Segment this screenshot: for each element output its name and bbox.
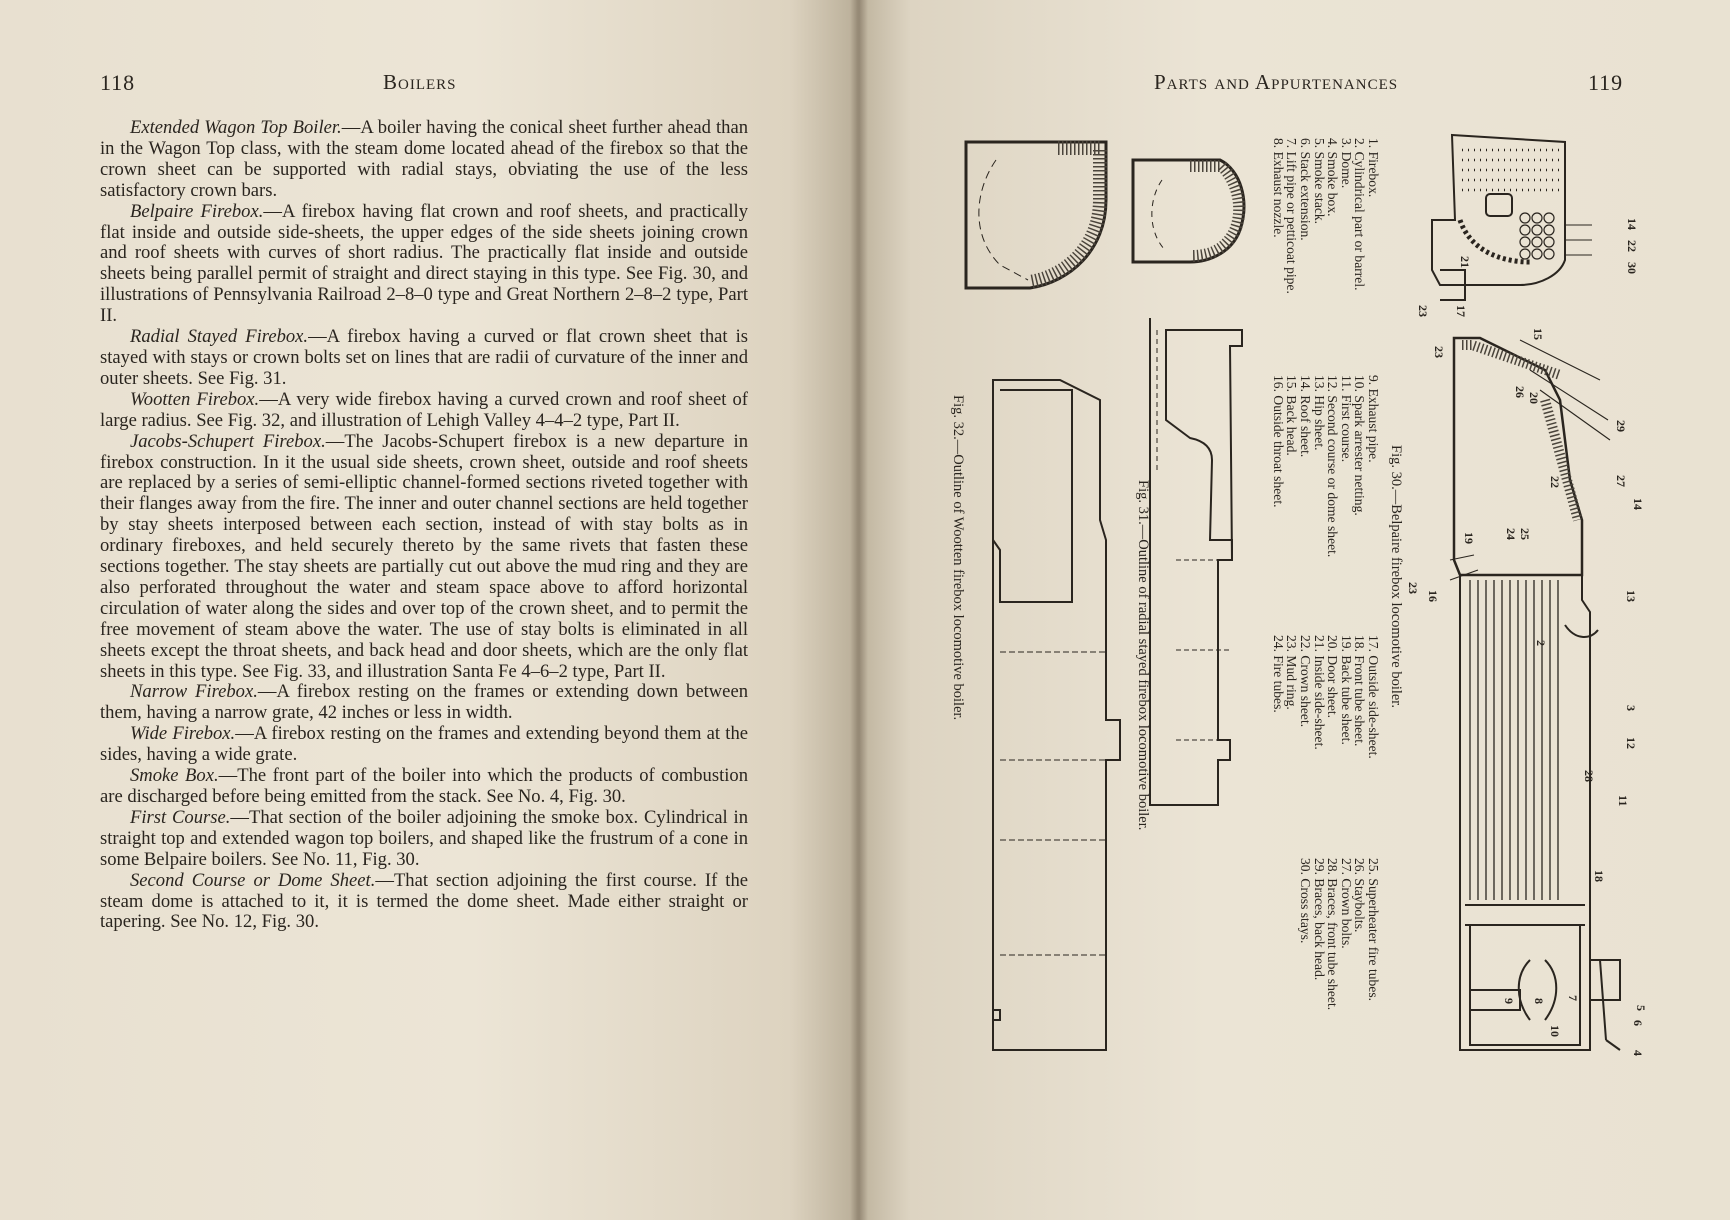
legend-item: 3. Dome. [1338,138,1354,189]
callout-label: 4 [1631,1050,1645,1056]
callout-label: 5 [1634,1005,1648,1011]
left-page [0,0,858,1220]
legend-item: 10. Spark arrester netting. [1352,375,1368,516]
legend-item: 28. Braces, front tube sheet. [1325,858,1341,1011]
callout-label: 21 [1458,256,1472,268]
callout-label: 27 [1614,475,1628,487]
fig30-legend-col-2 [1271,375,1380,557]
callout-label: 23 [1406,582,1420,594]
callout-label: 30 [1625,262,1639,274]
right-running-head: Parts and Appurtenances [1154,70,1399,94]
callout-label: 2 [1534,640,1548,646]
legend-item: 16. Outside throat sheet. [1270,375,1286,508]
paragraph: Jacobs-Schupert Firebox.—The Jacobs-Schupert firebox is a new departure in firebox construction. In it the usual side sheets, crown sheet, outside and roof sheets are replaced by a series of semi-elliptic channel-formed sections riveted together with their flanges away from the fire. The inner and outer channel sections are held together by stay sheets interposed between each section, instead of with stay bolts as in ordinary fireboxes, and held securely thereto by the same rivets that fasten these sections together. The stay sheets are partially cut out above the mud ring and they are also perforated throughout the water and steam space above to afford horizontal circulation of water along the sides and over top of the crown sheet, and to permit the free movement of steam above the water. The use of stay bolts is eliminated in all sheets except the throat sheets, and back head and door sheets, which are the only flat sheets in this type. See Fig. 33, and illustration Santa Fe 4–6–2 type, Part II. [100,430,748,682]
callout-label: 13 [1624,590,1638,602]
legend-item: 13. Hip sheet. [1311,375,1327,451]
legend-item: 4. Smoke box. [1325,138,1341,217]
callout-label: 19 [1462,532,1476,544]
callout-label: 7 [1566,995,1580,1001]
fig31-cross-section [1133,160,1244,262]
legend-item: 22. Crown sheet. [1298,635,1314,728]
callout-label: 3 [1624,705,1638,711]
callout-label: 20 [1527,392,1541,404]
legend-item: 20. Door sheet. [1325,635,1341,719]
legend-item: 6. Stack extension. [1298,138,1314,241]
callout-label: 17 [1454,305,1468,317]
callout-label: 22 [1548,476,1562,488]
paragraph: First Course.—That section of the boiler adjoining the smoke box. Cylindrical in straight top and extended wagon top boilers, and shaped like the frustrum of a cone in some Belpaire boilers. See No. 11, Fig. 30. [100,806,748,870]
fig32-cross-section [966,142,1106,288]
callout-label: 12 [1624,737,1638,749]
legend-item: 23. Mud ring. [1284,635,1300,710]
legend-item: 12. Second course or dome sheet. [1325,375,1341,558]
callout-label: 10 [1548,1025,1562,1037]
legend-item: 25. Superheater fire tubes. [1366,858,1381,1002]
fig30-firebox-top-view [1432,135,1565,300]
fig31-side-outline [1150,318,1242,805]
callout-label: 26 [1513,386,1527,398]
legend-item: 29. Braces, back head. [1311,858,1327,981]
legend-item: 17. Outside side-sheet. [1366,635,1381,759]
legend-item: 18. Front tube sheet. [1352,635,1368,747]
callout-label: 29 [1614,420,1628,432]
callout-label: 23 [1416,305,1430,317]
fig31-caption: Fig. 31.—Outline of radial stayed firebox locomotive boiler. [1135,480,1151,831]
callout-label: 9 [1502,998,1516,1004]
legend-item: 19. Back tube sheet. [1338,635,1354,745]
legend-item: 9. Exhaust pipe. [1366,375,1381,463]
fig30-caption: Fig. 30.—Belpaire firebox locomotive boiler. [1388,445,1404,708]
legend-item: 2. Cylindrical part or barrel. [1352,138,1368,291]
legend-item: 5. Smoke stack. [1311,138,1327,225]
left-body-text [100,118,748,933]
paragraph: Belpaire Firebox.—A firebox having flat crown and roof sheets, and practically flat inside and outside side-sheets, the upper edges of the side sheets joining crown and roof sheets with curves of short radius. The practically flat inside and outside sheets being parallel permit of straight and direct staying in this type. See Fig. 30, and illustrations of Pennsylvania Railroad 2–8–0 type and Great Northern 2–8–2 type, Part II. [100,200,749,327]
legend-item: 30. Cross stays. [1298,858,1314,944]
paragraph: Wootten Firebox.—A very wide firebox having a curved crown and roof sheet of large radius. See Fig. 32, and illustration of Lehigh Valley 4–4–2 type, Part II. [100,388,748,431]
paragraph: Radial Stayed Firebox.—A firebox having a curved or flat crown sheet that is stayed with stays or crown bolts set on lines that are radii of curvature of the inner and outer sheets. See Fig. 31. [100,326,748,389]
callout-label: 16 [1426,590,1440,602]
legend-item: 8. Exhaust nozzle. [1270,138,1286,238]
fig32-caption: Fig. 32.—Outline of Wootten firebox locomotive boiler. [950,395,966,721]
left-page-number: 118 [100,70,136,95]
legend-item: 7. Lift pipe or petticoat pipe. [1284,138,1300,294]
callout-label: 15 [1531,328,1545,340]
callout-label: 25 [1518,528,1532,540]
legend-item: 24. Fire tubes. [1270,635,1286,713]
legend-item: 26. Staybolts. [1352,858,1368,933]
book-gutter [850,0,868,1220]
callout-label: 11 [1616,795,1630,807]
fig30-boiler-side [1454,338,1620,1050]
fig30-legend-col-3 [1271,635,1380,759]
paragraph: Extended Wagon Top Boiler.—A boiler having the conical sheet further ahead than in the Wagon Top class, with the steam dome located ahead of the firebox so that the crown sheet can be supported with radial stays, obviating the use of the less satisfactory crown bars. [100,117,748,201]
callout-label: 24 [1504,528,1518,540]
callout-label: 6 [1631,1020,1645,1026]
fig30-legend-col-4 [1298,858,1380,1010]
legend-item: 1. Firebox. [1366,138,1381,198]
fig30-legend-col-1 [1271,138,1380,294]
callout-label: 14 [1625,218,1639,230]
callout-label: 28 [1582,770,1596,782]
paragraph: Wide Firebox.—A firebox resting on the frames and extending beyond them at the sides, having a wide grate. [100,723,748,766]
legend-item: 27. Crown bolts. [1338,858,1354,949]
callout-label: 8 [1532,998,1546,1004]
callout-label: 22 [1625,240,1639,252]
right-page-number: 119 [1588,70,1624,95]
right-page [858,0,1730,1220]
paragraph: Second Course or Dome Sheet.—That section adjoining the first course. If the steam dome is attached to it, it is termed the dome sheet. Made either straight or tapering. See No. 12, Fig. 30. [100,869,748,933]
fig32-side-outline [993,380,1120,1050]
callout-label: 18 [1592,870,1606,882]
legend-item: 21. Inside side-sheet. [1311,635,1327,750]
left-running-head: Boilers [383,70,457,94]
legend-item: 14. Roof sheet. [1298,375,1314,458]
legend-item: 15. Back head. [1284,375,1300,456]
callout-label: 23 [1432,346,1446,358]
legend-item: 11. First course. [1338,375,1354,463]
paragraph: Smoke Box.—The front part of the boiler into which the products of combustion are discharged before being emitted from the stack. See No. 4, Fig. 30. [100,765,748,807]
callout-label: 14 [1631,498,1645,510]
paragraph: Narrow Firebox.—A firebox resting on the frames or extending down between them, having a narrow grate, 42 inches or less in width. [100,681,748,724]
